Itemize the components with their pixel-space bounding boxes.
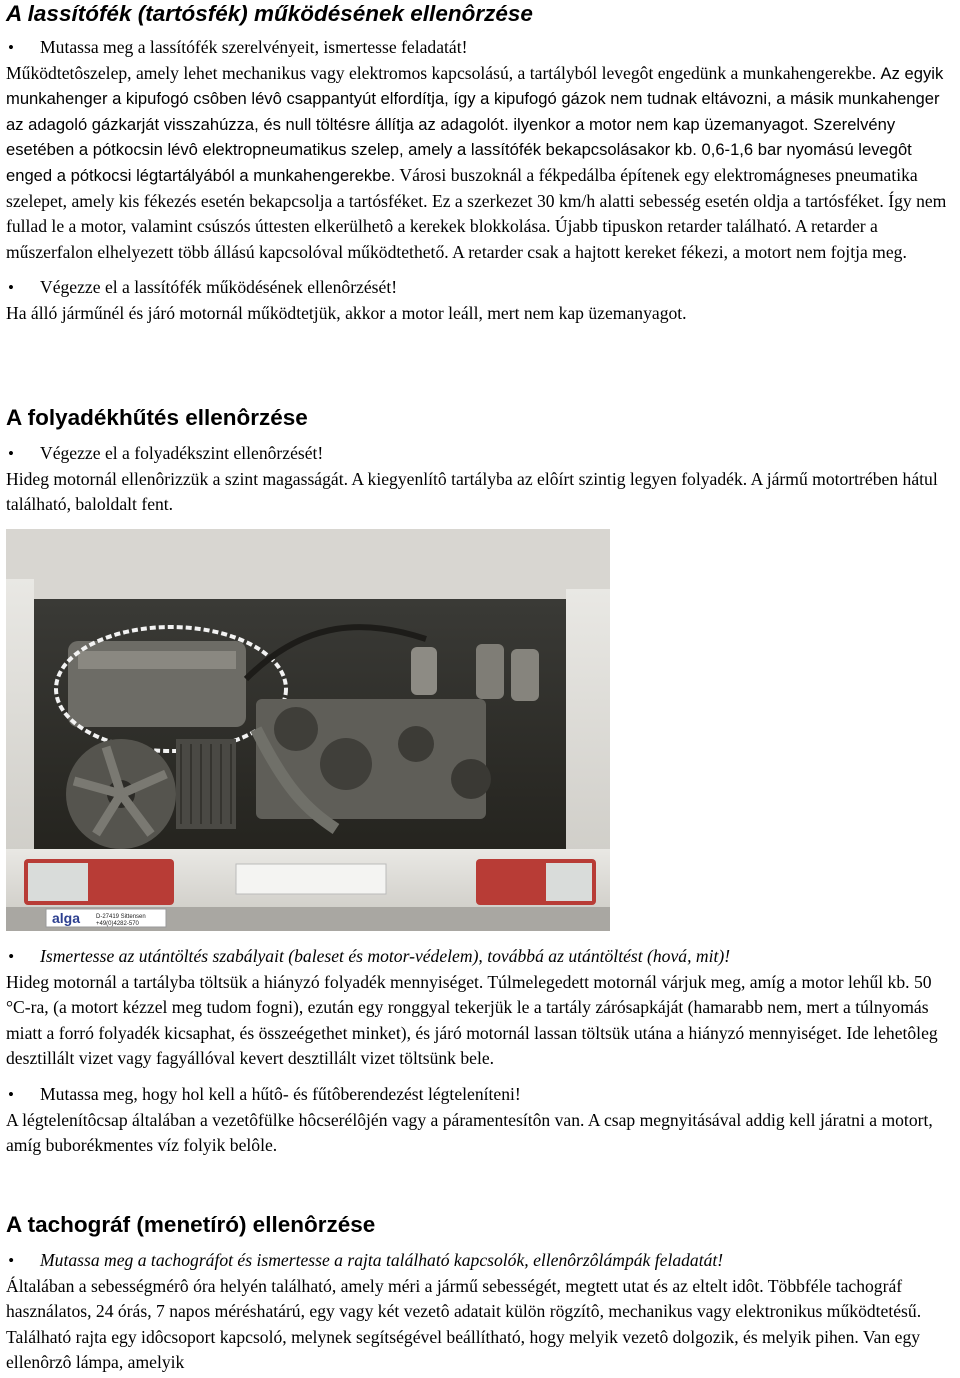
- retarder-check-text: Ha álló járműnél és járó motornál működtetjük, akkor a motor leáll, mert nem kap üzemanyagot.: [6, 302, 687, 323]
- retarder-description: [6, 61, 956, 266]
- section-title-tachograph: A tachográf (menetíró) ellenôrzése: [6, 1212, 376, 1237]
- section-title-coolant: A folyadékhűtés ellenôrzése: [6, 405, 308, 430]
- section-title-retarder: A lassítófék (tartósfék) működésének ellenôrzése: [6, 1, 533, 26]
- city-bus-text: Városi buszoknál a fékpedálba építenek egy elektromágneses pneumatika szelepet, amely kis fékezés esetén bekapcsolja a tartósféket. Ez a szerkezet 30 km/h alatti sebesség esetén oldja a tartósféket. Így nem fullad le a motor, valamint csúszós úttesten elkerülhetô a kerekek blokkolása. Újabb tipuskon retarder található. A retarder a műszerfalon elhelyezett több állású kapcsolóval működtethető. A retarder csak a hajtott kereket fékezi, a motort nem fojtja meg.: [6, 164, 947, 262]
- bullet-check-retarder: • Végezze el a lassítófék működésének ellenôrzését!: [6, 275, 956, 301]
- retarder-valve-text: Működtetôszelep, amely lehet mechanikus vagy elektromos kapcsolású, a tartályból levegôt engedünk a munkahengerekbe.: [6, 62, 877, 83]
- bullet-refill-rules: • Ismertesse az utántöltés szabályait (baleset és motor-védelem), továbbá az utántöltést (hová, mit)!: [6, 944, 956, 970]
- plate-address-label: D-27419 Sittensen: [96, 914, 146, 920]
- bleed-heating-text: A légtelenítôcsap általában a vezetôfülke hôcserélôjén vagy a páramentesítôn van. A csap megnyitásával addig kell járatni a motort, amíg buborékmentes víz folyik belôle.: [6, 1109, 933, 1156]
- coolant-level-text: Hideg motornál ellenôrizzük a szint magasságát. A kiegyenlítô tartályba az elôírt szintig legyen folyadék. A jármű motortrében hátul található, baloldalt fent.: [6, 468, 938, 515]
- bullet-check-coolant-level: • Végezze el a folyadékszint ellenôrzését!: [6, 441, 956, 467]
- tachograph-text: Általában a sebességmérô óra helyén található, amely méri a jármű sebességét, megtett utat és az eltelt idôt. Többféle tachográf használatos, 24 órás, 7 napos méréshatárú, egy vagy két vezetô adatait külön rögzítô, mechanikus vagy elektronikus működtetésű. Található rajta egy idôcsoport kapcsoló, melynek segítségével beállítható, hogy melyik vezetô dolgozik, és melyik pihen. Van egy ellenôrzô lámpa, amelyik: [6, 1275, 922, 1373]
- bullet-bleed-heating: • Mutassa meg, hogy hol kell a hűtô- és fűtôberendezést légteleníteni!: [6, 1082, 956, 1108]
- refill-rules-text: Hideg motornál a tartályba töltsük a hiányzó folyadék mennyiséget. Túlmelegedett motornál várjuk meg, amíg a motor lehűl kb. 50 °C-ra, (a motort kézzel meg tudom fogni), ezután egy ronggyal tekerjük le a tartály zárósapkáját (hamarabb nem, mert a túlnyomás miatt a forró folyadék kicsaphat, és összeégethet minket), és járó motornál lassan töltsük utána a hiányzó mennyiséget. Ide lehetôleg desztillált vizet vagy fagyállóval kevert desztillált vizet töltsünk bele.: [6, 971, 938, 1069]
- retarder-cylinder-text: Az egyik munkahenger a kipufogó csôben lévô csappantyút elfordítja, így a kipufogó gázok nem tudnak eltávozni, a másik munkahenger az adagoló gázkarját visszahúzza, és null töltésre állítja az adagolót. ilyenkor a motor nem kap üzemanyagot. Szerelvény esetében a pótkocsin lévô elektropneumatikus szelep, amely a lassítófék bekapcsolásakor kb. 0,6-1,6 bar nyomású levegôt enged a pótkocsi légtartályából a munkahengerekbe.: [6, 63, 944, 185]
- bullet-show-tachograph: • Mutassa meg a tachográfot és ismertesse a rajta található kapcsolók, ellenôrzôlámpák feladatát!: [6, 1248, 956, 1274]
- plate-brand-label: alga: [52, 910, 81, 926]
- engine-compartment-photo: [6, 529, 610, 931]
- plate-phone-label: +49(0)4282-570: [96, 921, 139, 927]
- bullet-show-retarder-parts: • Mutassa meg a lassítófék szerelvényeit, ismertesse feladatát!: [6, 35, 956, 61]
